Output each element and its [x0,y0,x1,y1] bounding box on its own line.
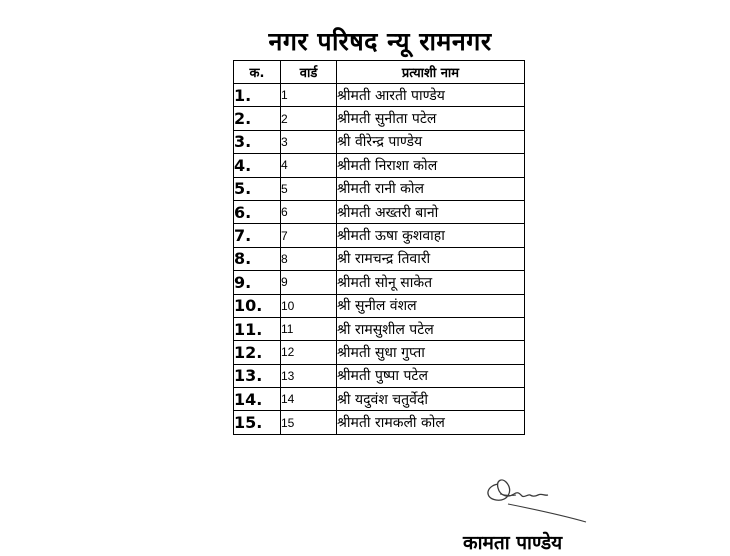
table-row [234,224,525,247]
table-row [234,317,525,340]
table-header-row [234,61,525,84]
ward-cell: 1 [281,84,337,107]
serial-cell: 3. [234,130,281,153]
ward-cell: 3 [281,130,337,153]
serial-cell: 8. [234,247,281,270]
ward-cell: 13 [281,364,337,387]
ward-cell: 7 [281,224,337,247]
ward-cell: 2 [281,107,337,130]
candidate-name-cell: श्रीमती आरती पाण्डेय [337,84,525,107]
candidate-name-cell: श्री रामचन्द्र तिवारी [337,247,525,270]
ward-cell: 8 [281,247,337,270]
table-row [234,247,525,270]
table-row [234,388,525,411]
serial-cell: 13. [234,364,281,387]
candidate-name-cell: श्रीमती पुष्पा पटेल [337,364,525,387]
table-row [234,294,525,317]
ward-cell: 11 [281,317,337,340]
candidate-name-cell: श्रीमती ऊषा कुशवाहा [337,224,525,247]
serial-cell: 12. [234,341,281,364]
page-title: नगर परिषद न्यू रामनगर [268,27,492,56]
ward-cell: 15 [281,411,337,434]
table-row [234,84,525,107]
table-row [234,364,525,387]
serial-cell: 11. [234,317,281,340]
serial-cell: 9. [234,271,281,294]
table-row [234,154,525,177]
table-row [234,341,525,364]
candidate-name-cell: श्रीमती अख्तरी बानो [337,200,525,223]
candidate-table [233,60,525,435]
ward-cell: 4 [281,154,337,177]
serial-cell: 15. [234,411,281,434]
serial-cell: 6. [234,200,281,223]
serial-cell: 10. [234,294,281,317]
candidate-name-cell: श्री रामसुशील पटेल [337,317,525,340]
serial-cell: 7. [234,224,281,247]
column-header-ward: वार्ड [281,61,337,84]
column-header-candidate: प्रत्याशी नाम [337,61,525,84]
table-row [234,271,525,294]
ward-cell: 5 [281,177,337,200]
signature-image [478,464,588,524]
serial-cell: 4. [234,154,281,177]
serial-cell: 1. [234,84,281,107]
candidate-name-cell: श्रीमती सोनू साकेत [337,271,525,294]
candidate-name-cell: श्रीमती निराशा कोल [337,154,525,177]
candidate-name-cell: श्रीमती रानी कोल [337,177,525,200]
table-row [234,107,525,130]
table-row [234,130,525,153]
ward-cell: 10 [281,294,337,317]
candidate-name-cell: श्रीमती सुधा गुप्ता [337,341,525,364]
candidate-name-cell: श्रीमती रामकली कोल [337,411,525,434]
ward-cell: 9 [281,271,337,294]
candidate-name-cell: श्रीमती सुनीता पटेल [337,107,525,130]
serial-cell: 5. [234,177,281,200]
ward-cell: 14 [281,388,337,411]
candidate-name-cell: श्री सुनील वंशल [337,294,525,317]
ward-cell: 6 [281,200,337,223]
candidate-name-cell: श्री यदुवंश चतुर्वेदी [337,388,525,411]
table-row [234,177,525,200]
candidate-name-cell: श्री वीरेन्द्र पाण्डेय [337,130,525,153]
ward-cell: 12 [281,341,337,364]
table-row [234,411,525,434]
serial-cell: 2. [234,107,281,130]
signatory-name: कामता पाण्डेय [463,532,563,554]
table-row [234,200,525,223]
column-header-serial: क. [234,61,281,84]
serial-cell: 14. [234,388,281,411]
